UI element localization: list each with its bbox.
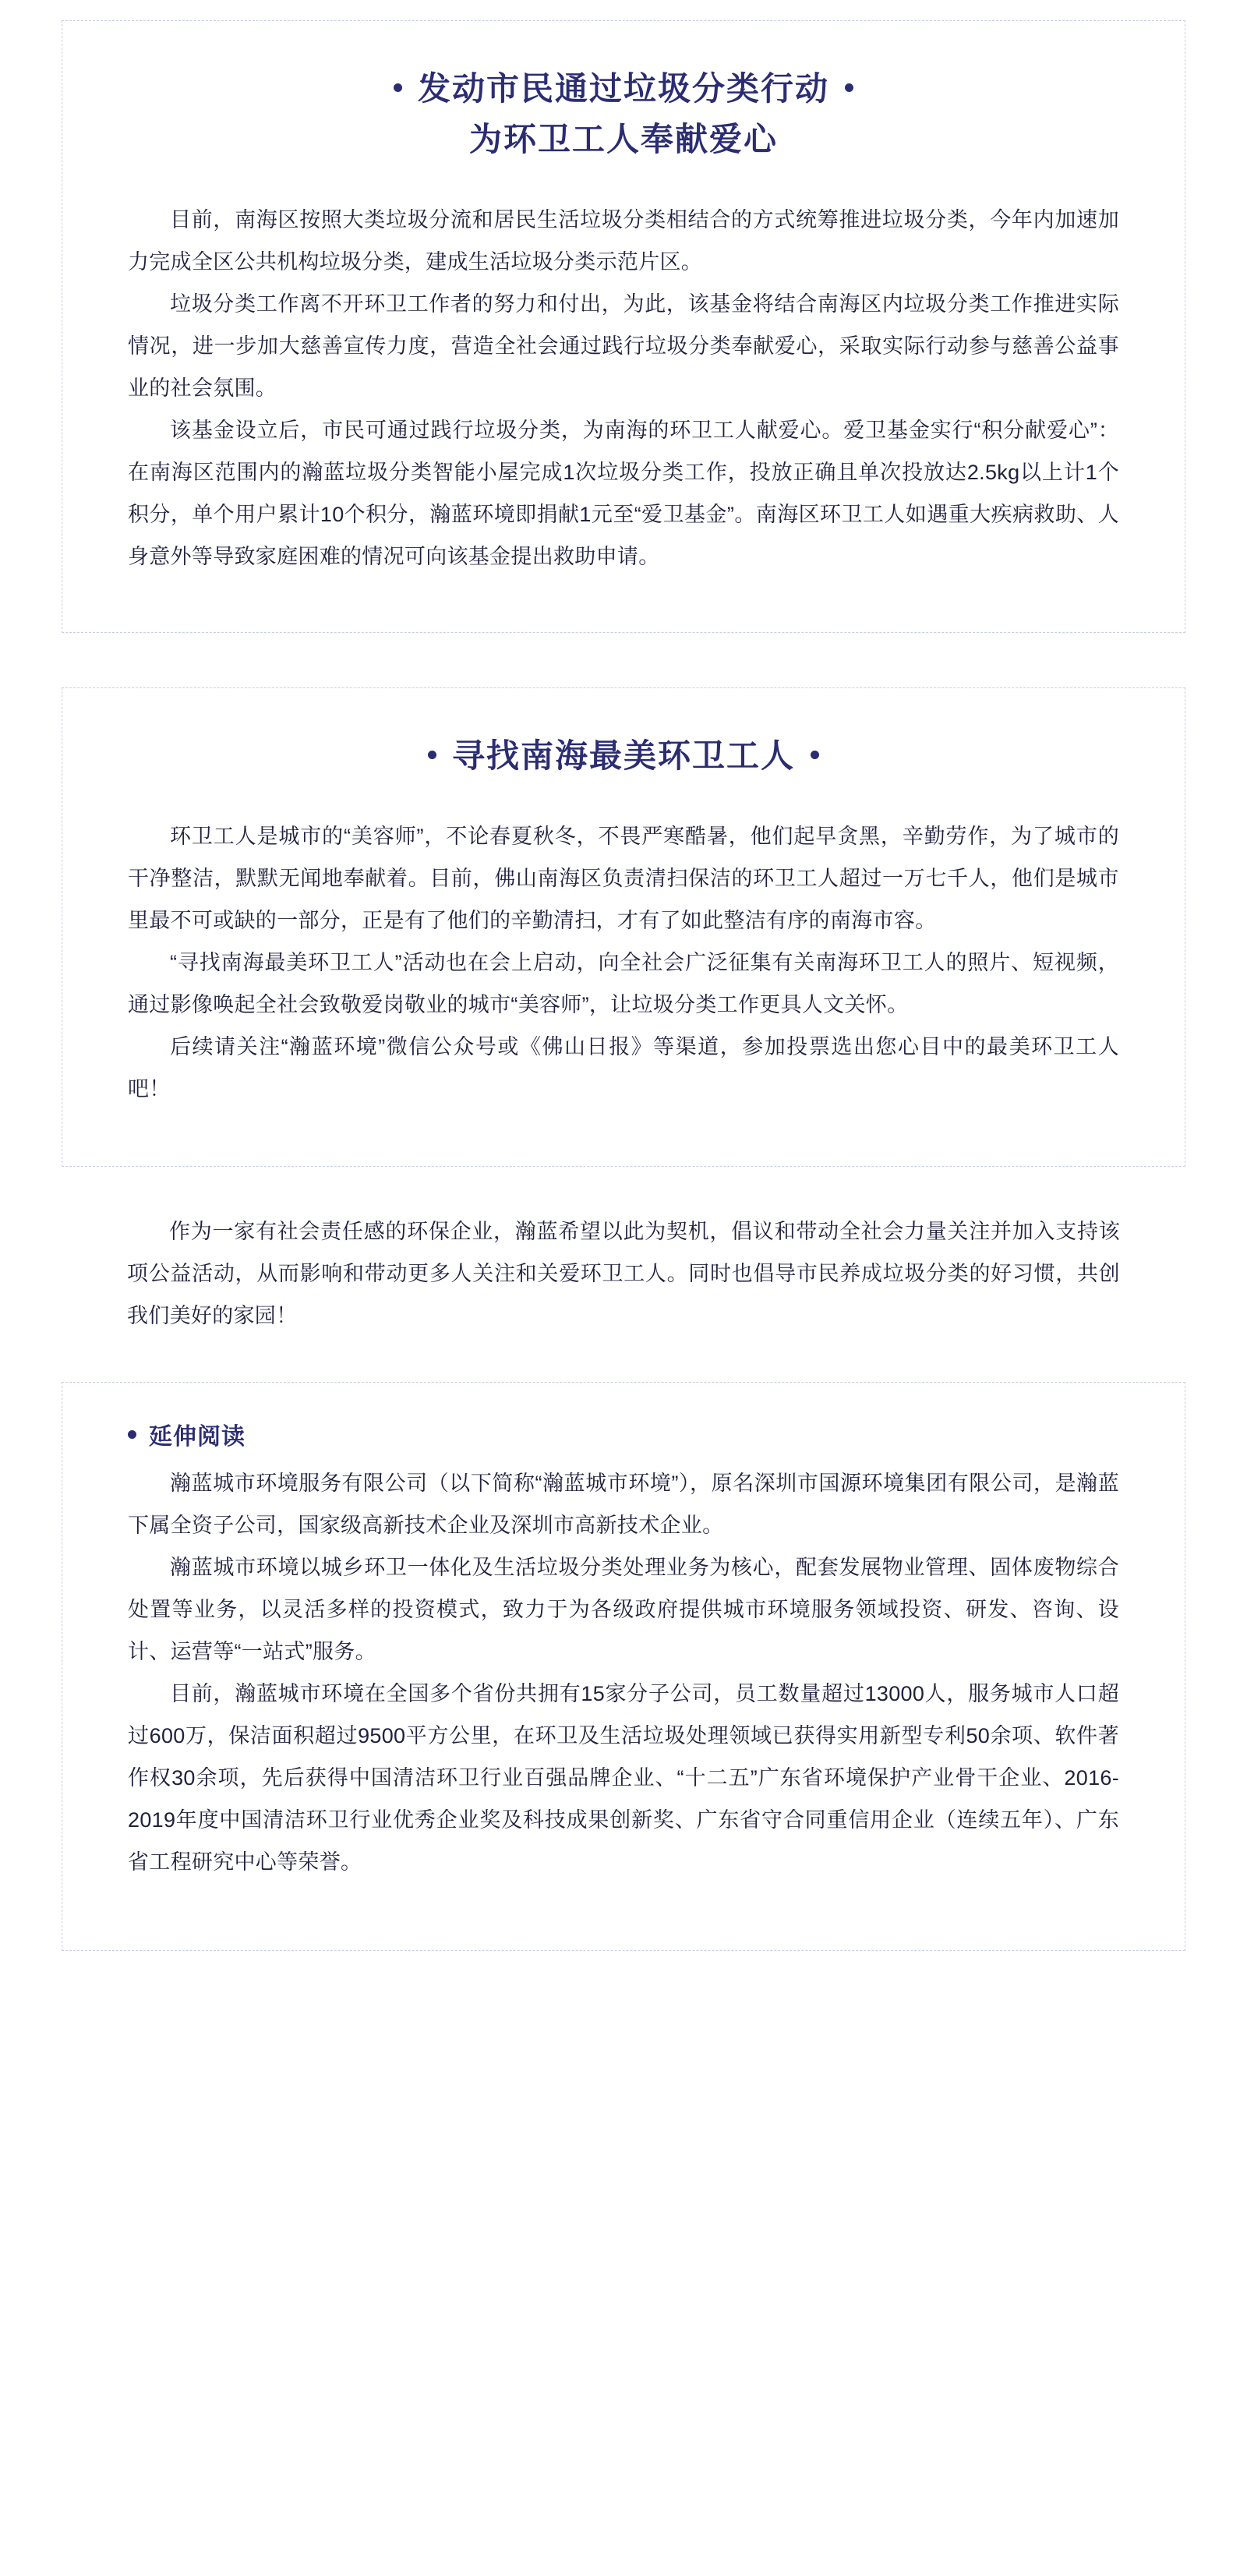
standalone-paragraph-block [62,1210,1185,1337]
bullet-dot-icon [811,751,819,759]
section-2-title-line-1: 寻找南海最美环卫工人 [451,737,795,775]
section-2-paragraph-2: “寻找南海最美环卫工人”活动也在会上启动，向全社会广泛征集有关南海环卫工人的照片、短视频，通过影像唤起全社会致敬爱岗敬业的城市“美容师”，让垃圾分类工作更具人文关怀。 [128,951,1119,1017]
section-2-paragraph-1: 环卫工人是城市的“美容师”，不论春夏秋冬，不畏严寒酷暑，他们起早贪黑，辛勤劳作，为了城市的干净整洁，默默无闻地奉献着。目前，佛山南海区负责清扫保洁的环卫工人超过一万七千人，他们是城市里最不可或缺的一部分，正是有了他们的辛勤清扫，才有了如此整洁有序的南海市容。 [128,825,1119,933]
section-1-title [128,63,1119,164]
bullet-dot-icon [428,751,436,759]
section-1-title-line-1: 发动市民通过垃圾分类行动 [417,70,829,107]
section-1-paragraph-1: 目前，南海区按照大类垃圾分流和居民生活垃圾分类相结合的方式统筹推进垃圾分类，今年内加速加力完成全区公共机构垃圾分类，建成生活垃圾分类示范片区。 [128,208,1119,274]
extended-reading-paragraph-1: 瀚蓝城市环境服务有限公司（以下简称“瀚蓝城市环境”），原名深圳市国源环境集团有限公司，是瀚蓝下属全资子公司，国家级高新技术企业及深圳市高新技术企业。 [128,1472,1119,1538]
extended-reading-paragraph-3: 目前，瀚蓝城市环境在全国多个省份共拥有15家分子公司，员工数量超过13000人，服务城市人口超过600万，保洁面积超过9500平方公里，在环卫及生活垃圾处理领域已获得实用新型专利50余项、软件著作权30余项，先后获得中国清洁环卫行业百强品牌企业、“十二五”广东省环境保护产业骨干企业、2016-2019年度中国清洁环卫行业优秀企业奖及科技成果创新奖、广东省守合同重信用企业（连续五年）、广东省工程研究中心等荣誉。 [128,1682,1119,1875]
spacer [128,164,1119,199]
bullet-dot-icon [394,83,402,92]
extended-reading-heading-label: 延伸阅读 [149,1424,246,1451]
bullet-dot-icon [128,1430,136,1439]
section-1-title-line-2: 为环卫工人奉献爱心 [468,121,778,158]
section-card-2 [62,687,1185,1167]
section-1-paragraph-3: 该基金设立后，市民可通过践行垃圾分类，为南海的环卫工人献爱心。爱卫基金实行“积分献爱心”：在南海区范围内的瀚蓝垃圾分类智能小屋完成1次垃圾分类工作，投放正确且单次投放达2.5kg以上计1个积分，单个用户累计10个积分，瀚蓝环境即捐献1元至“爱卫基金”。南海区环卫工人如遇重大疾病救助、人身意外等导致家庭困难的情况可向该基金提出救助申请。 [128,419,1119,569]
standalone-paragraph: 作为一家有社会责任感的环保企业，瀚蓝希望以此为契机，倡议和带动全社会力量关注并加入支持该项公益活动，从而影响和带动更多人关注和关爱环卫工人。同时也倡导市民养成垃圾分类的好习惯，共创我们美好的家园！ [127,1220,1120,1328]
document-page [0,20,1247,2576]
section-1-paragraph-2: 垃圾分类工作离不开环卫工作者的努力和付出，为此，该基金将结合南海区内垃圾分类工作推进实际情况，进一步加大慈善宣传力度，营造全社会通过践行垃圾分类奉献爱心，采取实际行动参与慈善公益事业的社会氛围。 [128,292,1119,401]
section-2-title [128,730,1119,781]
extended-reading-heading [128,1417,1119,1451]
section-2-paragraph-3: 后续请关注“瀚蓝环境”微信公众号或《佛山日报》等渠道，参加投票选出您心目中的最美环卫工人吧！ [128,1035,1119,1101]
section-card-1 [62,20,1185,633]
extended-reading-card [62,1382,1185,1951]
extended-reading-paragraph-2: 瀚蓝城市环境以城乡环卫一体化及生活垃圾分类处理业务为核心，配套发展物业管理、固体废物综合处置等业务，以灵活多样的投资模式，致力于为各级政府提供城市环境服务领域投资、研发、咨询、设计、运营等“一站式”服务。 [128,1556,1119,1664]
bullet-dot-icon [845,83,853,92]
spacer [128,781,1119,815]
